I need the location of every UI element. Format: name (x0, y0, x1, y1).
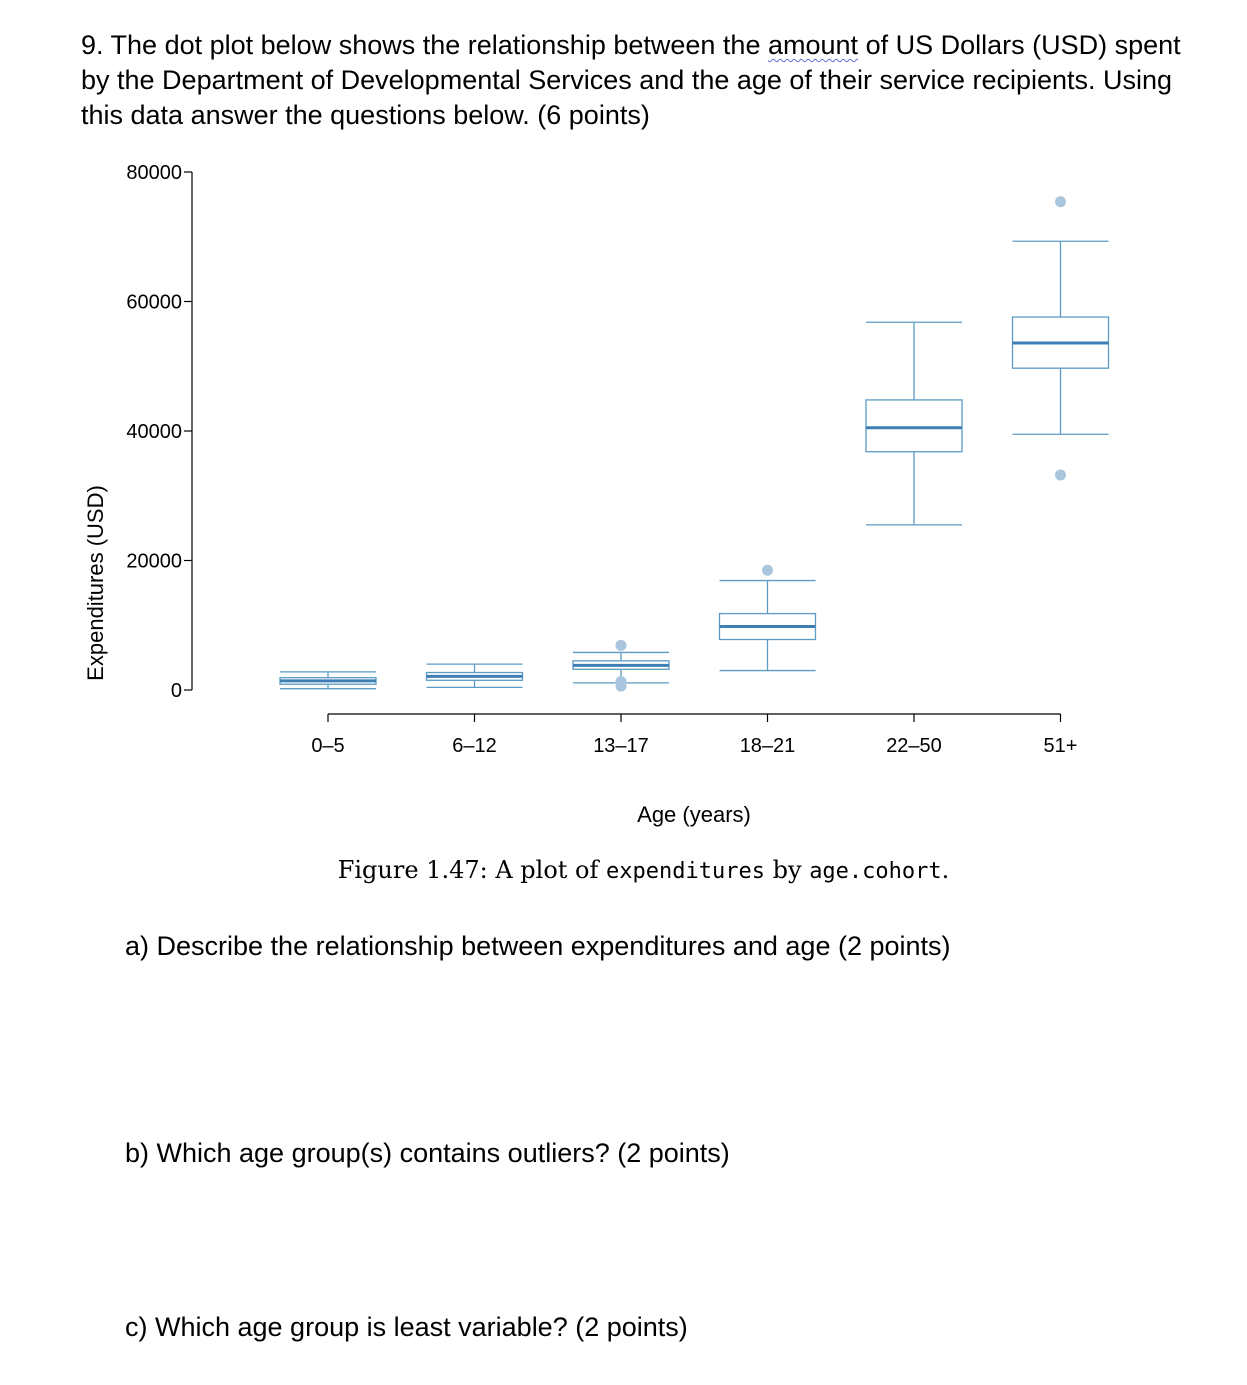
box-5 (866, 322, 962, 525)
caption-var-age-cohort: age.cohort (809, 859, 942, 884)
box-2 (427, 664, 523, 687)
outlier-point (1055, 196, 1066, 207)
box-6 (1013, 196, 1109, 480)
figure-caption (0, 856, 1247, 884)
outlier-point (762, 565, 773, 576)
x-tick-label: 13–17 (593, 735, 649, 757)
x-tick-label: 0–5 (311, 735, 345, 757)
outlier-point (1055, 470, 1066, 481)
subquestion-b: b) Which age group(s) contains outliers? (2 points) (125, 1138, 730, 1168)
x-tick-label: 22–50 (886, 735, 942, 757)
x-axis (311, 714, 1077, 757)
subquestion-c: c) Which age group is least variable? (2 points) (125, 1312, 688, 1342)
outlier-point (616, 640, 627, 651)
box-iqr (866, 400, 962, 452)
subquestion-a: a) Describe the relationship between expenditures and age (2 points) (125, 931, 951, 961)
y-tick-label: 20000 (126, 550, 182, 573)
y-tick-label: 0 (170, 680, 182, 702)
y-tick-label: 60000 (126, 291, 182, 314)
question-text (81, 28, 1201, 133)
box-4 (720, 565, 816, 671)
y-tick-label: 80000 (126, 162, 182, 184)
x-tick-label: 51+ (1043, 735, 1078, 757)
boxes-layer (280, 196, 1109, 691)
y-axis (126, 162, 192, 702)
x-tick-label: 18–21 (739, 735, 796, 757)
caption-prefix: Figure 1.47: A plot of (337, 856, 599, 884)
question-number: 9. (81, 30, 104, 60)
box-3 (573, 640, 669, 692)
y-tick-label: 40000 (126, 421, 182, 443)
caption-by: by (772, 856, 802, 884)
spellcheck-flagged-word[interactable]: amount (767, 30, 859, 60)
caption-var-expenditures: expenditures (606, 859, 765, 884)
boxplot-chart (0, 150, 1247, 850)
x-tick-label: 6–12 (452, 735, 497, 757)
x-axis-label: Age (years) (637, 802, 751, 827)
outlier-point (616, 681, 627, 692)
question-text-after: of US Dollars (USD) spent by the Department of Developmental Services and the age of their service recipients. Using this data answer the questions below. (6 points) (81, 30, 1181, 130)
question-text-before: The dot plot below shows the relationship between the (110, 30, 761, 60)
box-1 (280, 672, 376, 689)
caption-end: . (941, 856, 950, 884)
y-axis-label: Expenditures (USD) (83, 485, 108, 681)
